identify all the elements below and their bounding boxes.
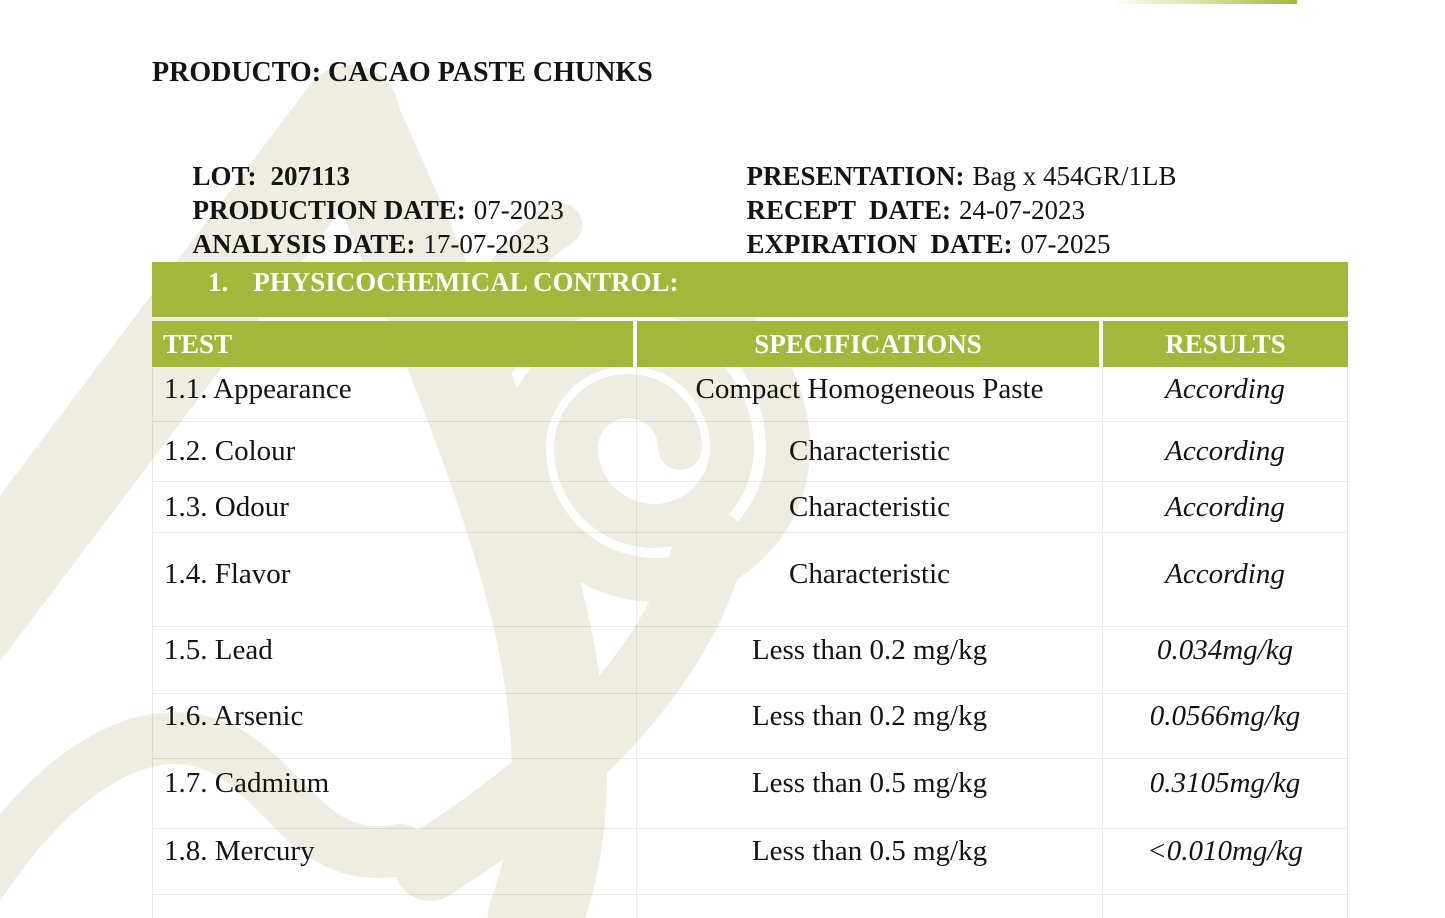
production-date-label: PRODUCTION DATE: xyxy=(192,195,466,225)
spec-cell: Characteristic xyxy=(637,482,1103,533)
test-cell: 1.1. Appearance xyxy=(153,367,637,422)
column-header-test: TEST xyxy=(152,321,633,367)
table-body xyxy=(152,367,1348,918)
result-cell xyxy=(1103,895,1347,918)
table-row xyxy=(153,627,1347,694)
section-banner xyxy=(152,262,1348,317)
result-cell: <0.010mg/kg xyxy=(1103,829,1347,895)
table-row xyxy=(153,829,1347,895)
table-row xyxy=(153,694,1347,759)
spec-cell: Less than 0.2 mg/kg xyxy=(637,627,1103,694)
table-row xyxy=(153,533,1347,627)
spec-cell: Characteristic xyxy=(637,533,1103,627)
top-right-accent-bar xyxy=(1118,0,1297,4)
test-cell: 1.5. Lead xyxy=(153,627,637,694)
test-cell: 1.8. Mercury xyxy=(153,829,637,895)
spec-cell xyxy=(637,895,1103,918)
test-cell: 1.2. Colour xyxy=(153,422,637,482)
test-cell: 1.7. Cadmium xyxy=(153,759,637,829)
test-cell: 1.4. Flavor xyxy=(153,533,637,627)
test-cell: 1.3. Odour xyxy=(153,482,637,533)
table-row xyxy=(153,759,1347,829)
spec-cell: Less than 0.5 mg/kg xyxy=(637,759,1103,829)
spec-cell: Less than 0.2 mg/kg xyxy=(637,694,1103,759)
analysis-date-value: 17-07-2023 xyxy=(423,229,550,259)
table-row xyxy=(153,482,1347,533)
column-header-results: RESULTS xyxy=(1103,321,1348,367)
result-cell: According xyxy=(1103,367,1347,422)
test-cell xyxy=(153,895,637,918)
product-title: PRODUCTO: CACAO PASTE CHUNKS xyxy=(152,57,653,88)
presentation-line xyxy=(706,125,1177,191)
lot-value: 207113 xyxy=(270,161,351,191)
info-column-right xyxy=(706,125,1177,259)
expiration-date-value: 07-2025 xyxy=(1020,229,1111,259)
result-cell: 0.034mg/kg xyxy=(1103,627,1347,694)
section-number: 1. xyxy=(208,267,229,297)
column-header-specifications: SPECIFICATIONS xyxy=(637,321,1099,367)
presentation-label: PRESENTATION: xyxy=(746,161,965,191)
spec-cell: Compact Homogeneous Paste xyxy=(637,367,1103,422)
table-row-partial xyxy=(153,895,1347,918)
spec-cell: Less than 0.5 mg/kg xyxy=(637,829,1103,895)
lot-line xyxy=(152,125,564,191)
recept-date-label: RECEPT DATE: xyxy=(746,195,952,225)
spec-cell: Characteristic xyxy=(637,422,1103,482)
expiration-date-label: EXPIRATION DATE: xyxy=(746,229,1013,259)
test-cell: 1.6. Arsenic xyxy=(153,694,637,759)
table-row xyxy=(153,422,1347,482)
recept-date-value: 24-07-2023 xyxy=(959,195,1086,225)
lot-label: LOT: xyxy=(192,161,257,191)
result-cell: According xyxy=(1103,533,1347,627)
table-row xyxy=(153,367,1347,422)
result-cell: According xyxy=(1103,482,1347,533)
section-title: PHYSICOCHEMICAL CONTROL: xyxy=(253,267,679,297)
production-date-value: 07-2023 xyxy=(473,195,564,225)
table-header-row xyxy=(152,321,1348,367)
info-column-left xyxy=(152,125,564,259)
result-cell: 0.0566mg/kg xyxy=(1103,694,1347,759)
physicochemical-table xyxy=(152,262,1348,918)
result-cell: According xyxy=(1103,422,1347,482)
presentation-value: Bag x 454GR/1LB xyxy=(972,161,1177,191)
analysis-date-label: ANALYSIS DATE: xyxy=(192,229,416,259)
result-cell: 0.3105mg/kg xyxy=(1103,759,1347,829)
